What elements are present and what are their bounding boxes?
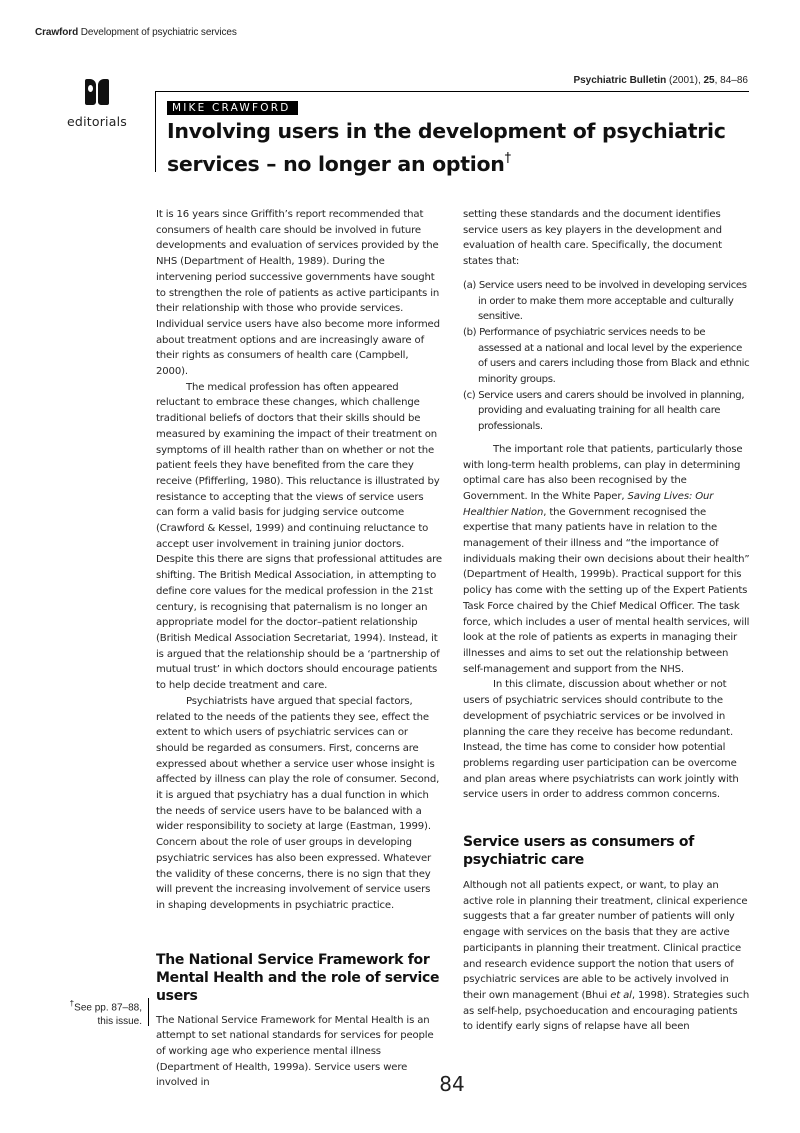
journal-year: (2001),	[669, 75, 701, 86]
requirements-list	[463, 278, 750, 435]
list-item-text: Service users and carers should be involved in planning, providing and evaluating training for all health care professionals.	[478, 389, 745, 433]
section-heading: The National Service Framework for Mental Health and the role of service users	[156, 951, 440, 1004]
journal-name: Psychiatric Bulletin	[573, 75, 667, 86]
article-title-text: Involving users in the development of psychiatric services – no longer an option	[167, 119, 726, 176]
list-marker: (c)	[463, 389, 476, 401]
section-heading: Service users as consumers of psychiatric care	[463, 834, 695, 869]
text: , 1998). Strategies such as self-help, psychoeducation and encouraging patients to identify early signs of relapse have all been	[463, 989, 750, 1033]
paragraph: setting these standards and the document identifies service users as key players in the development and evaluation of health care. Specifically, the document states that:	[463, 209, 722, 268]
text: The important role that patients, particularly those with long-term health problems, can play in determining optimal care has also been recognised by the Government. In the White Paper,	[463, 443, 743, 502]
list-item-text: Service users need to be involved in developing services in order to make them more acceptable and culturally sensitive.	[478, 279, 747, 323]
two-faces-profile-icon	[82, 78, 112, 106]
paragraph	[463, 442, 750, 678]
section-label: editorials	[67, 114, 127, 129]
list-item-text: Performance of psychiatric services needs to be assessed at a national and local level by the experience of users and carers including those from Black and ethnic minority groups.	[478, 326, 750, 386]
list-item	[463, 325, 750, 388]
running-head	[35, 27, 237, 38]
footnote-divider	[148, 998, 149, 1026]
list-marker: (a)	[463, 279, 477, 291]
page-number: 84	[439, 1072, 465, 1096]
text-italic: et al	[610, 989, 632, 1001]
paragraph: The medical profession has often appeared reluctant to embrace these changes, which challenge traditional beliefs of doctors that their skills should be measured by examining the impact of their treatment on symptoms of ill health rather than on whether or not the patient feels they have benefited from the care they receive (Pfifferling, 1980). This reluctance is illustrated by resistance to accepting that the views of service users can form a valid basis for judging service outcome (Crawford & Kessel, 1999) and continuing reluctance to accept user involvement in training junior doctors. Despite this there are signs that professional attitudes are shifting. The British Medical Association, in attempting to define core values for the medical profession in the 21st century, is recognising that paternalism is no longer an appropriate model for the doctor–patient relationship (British Medical Association Secretariat, 1994). Instead, it is argued that the relationship should be a ‘partnership of mutual trust’ in which doctors should encourage patients to help decide treatment and care.	[156, 381, 442, 692]
list-item	[463, 388, 750, 435]
title-box	[155, 91, 749, 176]
journal-volume: 25	[703, 75, 715, 86]
paragraph: The National Service Framework for Mental Health is an attempt to set national standards for services for people of working age who experience mental illness (Department of Health, 1999a). Service users were involved in	[156, 1014, 434, 1089]
right-column	[463, 207, 750, 1035]
paragraph: Psychiatrists have argued that special factors, related to the needs of the patients they see, effect the extent to which users of psychiatric services can or should be regarded as consumers. First, concerns are expressed about whether a service user whose insight is affected by illness can play the role of consumer. Second, it is argued that psychiatry has a dual function in which the needs of service users have to be balanced with a wider responsibility to society at large (Eastman, 1999). Concern about the role of user groups in developing psychiatric services has also been expressed. Whatever the validity of these concerns, there is no sign that they will prevent the increasing involvement of service users in shaping developments in psychiatric practice.	[156, 695, 440, 911]
section-logo	[62, 78, 132, 129]
journal-pages: , 84–86	[714, 75, 748, 86]
paragraph: It is 16 years since Griffith’s report recommended that consumers of health care should be involved in future developments and evaluation of services provided by the NHS (Department of Health, 1989). During the intervening period successive governments have sought to strengthen the role of patients as active participants in their relationship with those who provide services. Individual service users have also become more informed about treatment options and are increasingly aware of their rights as consumers of health care (Campbell, 2000).	[156, 209, 440, 378]
paragraph: In this climate, discussion about whether or not users of psychiatric services should contribute to the development of psychiatric services or be involved in planning the care they receive has become redundant. Instead, the time has come to consider how potential problems regarding user participation can be overcome and plan areas where psychiatrists can work jointly with service users in order to address common concerns.	[463, 679, 739, 801]
paragraph	[463, 878, 750, 1035]
footnote	[58, 996, 142, 1029]
text: , the Government recognised the expertise that many patients have in relation to the management of their illness and “the importance of individuals making their own decisions about their health” (Department of Health, 1999b). Practical support for this policy has come with the setting up of the Expert Patients Task Force chaired by the Chief Medical Officer. The task force, which includes a user of mental health services, will look at the role of patients as experts in managing their illnesses and aims to set out the relationship between self-management and support from the NHS.	[463, 506, 750, 675]
journal-citation	[573, 75, 748, 86]
footnote-mark: †	[69, 998, 75, 1008]
running-head-title: Development of psychiatric services	[80, 27, 237, 38]
author-name: MIKE CRAWFORD	[167, 101, 298, 115]
left-column	[156, 207, 442, 1091]
text: Although not all patients expect, or want, to play an active role in planning their treatment, clinical experience suggests that a far greater number of patients will only engage with services on the basis that they are active participants in planning their treatment. Clinical practice and research evidence support the notion that users of psychiatric services are able to be actively involved in their own management (Bhui	[463, 880, 748, 1001]
footnote-text: See pp. 87–88, this issue.	[74, 1002, 142, 1028]
running-head-author: Crawford	[35, 27, 79, 38]
article-title	[167, 118, 727, 178]
list-item	[463, 278, 750, 325]
list-marker: (b)	[463, 326, 477, 338]
white-paper-title: Saving Lives: Our Healthier Nation	[463, 490, 714, 518]
title-footnote-mark: †	[504, 151, 511, 166]
